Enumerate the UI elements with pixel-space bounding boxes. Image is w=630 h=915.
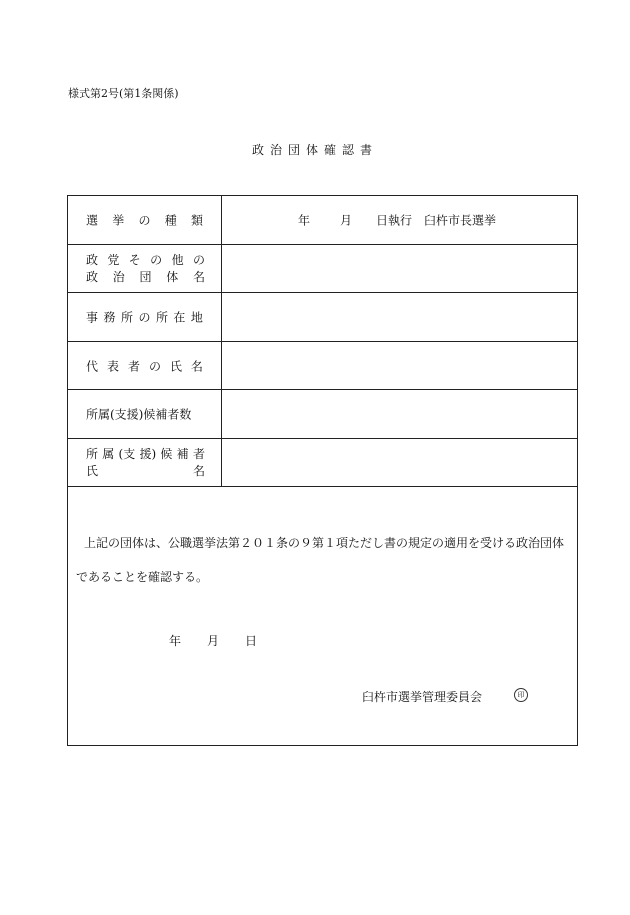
label-char: 補 (176, 446, 189, 461)
label-election-type (68, 196, 222, 244)
label-char: 者 (192, 446, 205, 461)
date-day: 日 (245, 634, 258, 648)
label-office-address (68, 293, 222, 341)
label-char: 所 (120, 310, 133, 325)
statement-line-1: 上記の団体は、公職選挙法第２０１条の９第１項ただし書の規定の適用を受ける政治団体 (84, 536, 565, 550)
row-election-type (68, 196, 577, 245)
label-char: 務 (103, 310, 116, 325)
label-char: 他 (171, 252, 184, 267)
label-line (86, 270, 205, 285)
value-representative (222, 342, 577, 389)
row-representative (68, 342, 577, 390)
statement-line-2: であることを確認する。 (76, 570, 209, 584)
value-office-address (222, 293, 577, 341)
label-line (86, 464, 205, 479)
row-candidate-count (68, 390, 577, 439)
label-char: 在 (173, 310, 186, 325)
label-char: そ (128, 252, 141, 267)
label-char: 援) (139, 446, 157, 461)
label-char: 名 (192, 463, 205, 478)
confirmation-date (169, 632, 257, 649)
label-line (86, 447, 205, 462)
label-char: 党 (107, 252, 120, 267)
label-char: の (148, 359, 161, 373)
label-char: 選 (86, 213, 99, 228)
label-char: 治 (112, 269, 125, 284)
label-char: の (150, 252, 163, 267)
label-char: 事 (86, 310, 99, 325)
label-char: 名 (192, 269, 205, 284)
label-char: の (138, 213, 151, 228)
label-candidate-count (68, 390, 222, 438)
row-candidate-names (68, 439, 577, 487)
label-char: 所 (155, 310, 168, 325)
label-char: (支 (118, 446, 136, 461)
label-char: 体 (166, 269, 179, 284)
label-char: 氏 (86, 463, 99, 478)
value-candidate-names (222, 439, 577, 486)
label-char: 類 (190, 213, 203, 228)
election-month: 月 (340, 213, 353, 228)
label-char: の (138, 310, 151, 325)
label-char: 候 (160, 446, 173, 461)
value-election-type (222, 196, 577, 244)
value-party-name (222, 245, 577, 292)
label-party-name (68, 245, 222, 292)
value-candidate-count (222, 390, 577, 438)
label-char: 挙 (112, 213, 125, 228)
label-candidate-names (68, 439, 222, 486)
label-char: 政 (86, 252, 99, 267)
election-text (298, 212, 496, 229)
label-char: 所 (86, 446, 99, 461)
label-char: 者 (127, 359, 140, 373)
label-line (86, 253, 205, 268)
election-year: 年 (298, 213, 311, 228)
election-name: 臼杵市長選挙 (424, 213, 497, 228)
form-number: 様式第2号(第1条関係) (68, 87, 179, 100)
committee-name: 臼杵市選挙管理委員会 (362, 690, 483, 704)
label-char: 表 (106, 359, 119, 373)
label-char: の (192, 252, 205, 267)
row-party-name (68, 245, 577, 293)
label-char: 属 (102, 446, 115, 461)
label-char: 種 (164, 213, 177, 228)
label-representative (68, 342, 222, 389)
confirmation-form (67, 195, 578, 746)
row-office-address (68, 293, 577, 342)
label-char: 氏 (169, 359, 182, 373)
label-char: 名 (190, 359, 203, 373)
label-char: 政 (86, 269, 99, 284)
label-char: 代 (86, 359, 99, 373)
election-day-exec: 日執行 (376, 213, 413, 228)
document-title: 政治団体確認書 (251, 143, 378, 157)
date-year: 年 (169, 634, 182, 648)
date-month: 月 (207, 634, 220, 648)
label-char: 所属(支援)候補者数 (86, 407, 192, 422)
label-char: 地 (190, 310, 203, 325)
label-char: 団 (139, 269, 152, 284)
seal-mark-icon: 印 (514, 688, 528, 702)
